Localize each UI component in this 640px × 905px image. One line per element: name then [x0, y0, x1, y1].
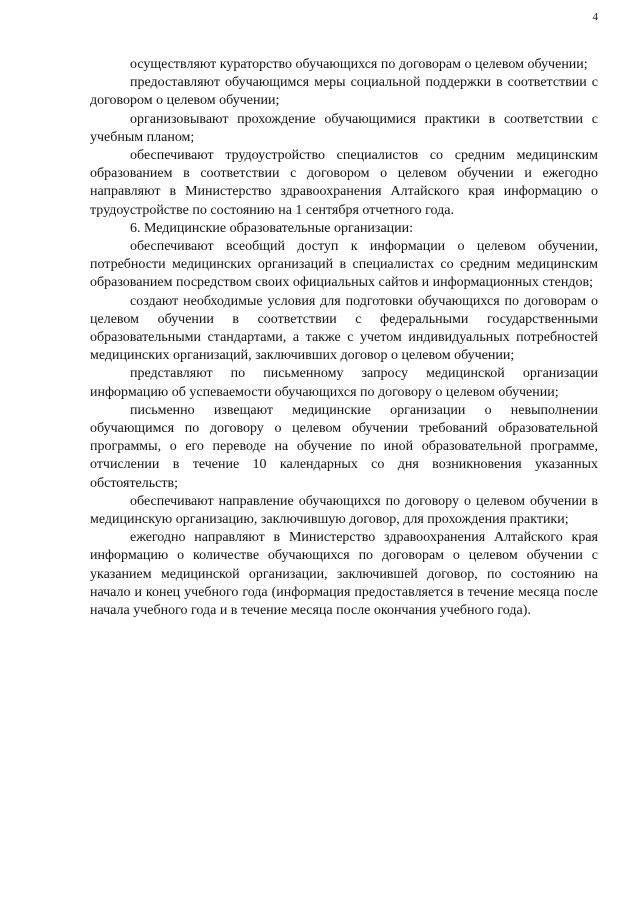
section-heading: 6. Медицинские образовательные организации: — [130, 220, 414, 236]
page-number: 4 — [592, 11, 598, 23]
paragraph: обеспечивают направление обучающихся по договору о целевом обучении в медицинскую организацию, заключившую договор, для прохождения практики; — [90, 493, 598, 528]
paragraph: ежегодно направляют в Министерство здравоохранения Алтайского края информацию о количестве обучающихся по договорам о целевом обучении с указанием медицинской организации, заключившей договор, по состоянию на начало и конец учебного года (информация предоставляется в течение месяца после начала учебного года и в течение месяца после окончания учебного года). — [90, 530, 598, 619]
paragraph: предоставляют обучающимся меры социальной поддержки в соответствии с договором о целевом обучении; — [90, 75, 598, 109]
paragraph: письменно извещают медицинские организации о невыполнении обучающимся по договору о целевом обучении требований образовательной программы, о его переводе на обучение по иной образовательной программе, отчислении в течение 10 календарных со дня возникновения указанных обстоятельств; — [90, 402, 598, 491]
paragraph: организовывают прохождение обучающимися практики в соответствии с учебным планом; — [90, 111, 598, 145]
paragraph: представляют по письменному запросу медицинской организации информацию об успеваемости обучающихся по договору о целевом обучении; — [90, 366, 598, 400]
paragraph: осуществляют кураторство обучающихся по договорам о целевом обучении; — [130, 57, 588, 72]
paragraph: обеспечивают всеобщий доступ к информации о целевом обучении, потребности медицинских организаций в специалистах со средним медицинским образованием посредством своих официальных сайтов и информационных стендов; — [90, 239, 598, 291]
paragraph: обеспечивают трудоустройство специалистов со средним медицинским образованием в соответствии с договором о целевом обучении и ежегодно направляют в Министерство здравоохранения Алтайского края информацию о трудоустройстве по состоянию на 1 сентября отчетного года. — [90, 148, 598, 218]
document-body — [90, 56, 598, 620]
paragraph: создают необходимые условия для подготовки обучающихся по договорам о целевом обучении в соответствии с федеральными государственными образовательными стандартами, а также с учетом индивидуальных потребностей медицинских организаций, заключивших договор о целевом обучении; — [90, 293, 598, 364]
